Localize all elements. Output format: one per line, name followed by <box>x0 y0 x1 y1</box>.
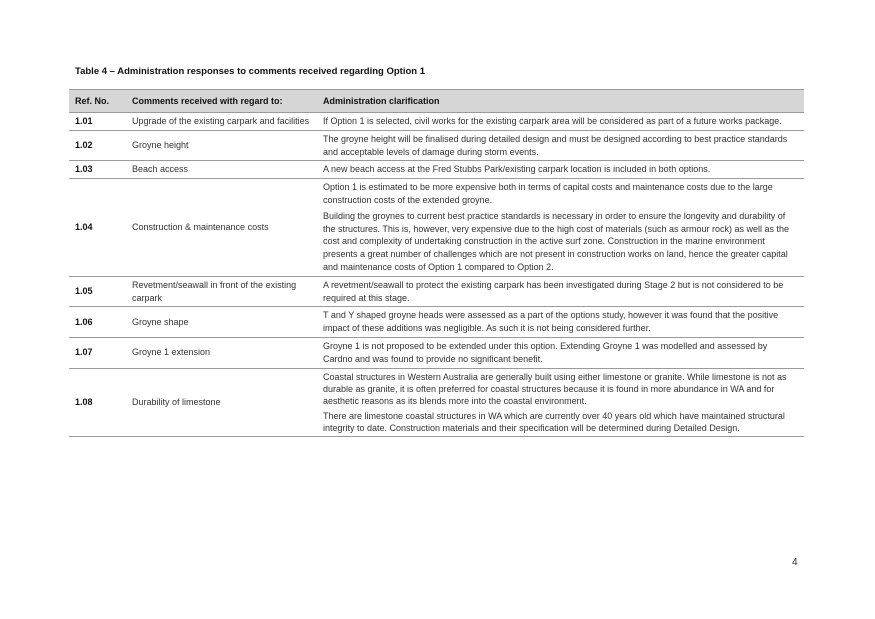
comment-cell: Beach access <box>126 161 317 179</box>
ref-cell: 1.03 <box>69 161 126 179</box>
clarification-paragraph: There are limestone coastal structures in WA which are currently over 40 years old which have maintained structural integrity to date. Construction materials and their specification will be determined during Detailed Design. <box>323 410 785 433</box>
table-row <box>69 276 804 307</box>
clarification-paragraph: Groyne 1 is not proposed to be extended under this option. Extending Groyne 1 was modelled and assessed by Cardno and was found to provide no significant benefit. <box>323 340 768 364</box>
clarification-cell <box>317 368 804 436</box>
clarification-cell <box>317 276 804 307</box>
clarification-cell <box>317 179 804 277</box>
ref-cell: 1.07 <box>69 337 126 368</box>
page-number: 4 <box>792 557 798 568</box>
table-row <box>69 179 804 277</box>
table-row <box>69 307 804 338</box>
ref-cell: 1.06 <box>69 307 126 338</box>
ref-cell: 1.04 <box>69 179 126 277</box>
comment-cell: Durability of limestone <box>126 368 317 436</box>
table-row <box>69 161 804 179</box>
clarification-paragraph: A new beach access at the Fred Stubbs Park/existing carpark location is included in both options. <box>323 164 711 175</box>
clarification-cell <box>317 337 804 368</box>
clarification-paragraph: A revetment/seawall to protect the existing carpark has been investigated during Stage 2 but is not considered to be required at this stage. <box>323 279 784 303</box>
comment-cell: Construction & maintenance costs <box>126 179 317 277</box>
table-row <box>69 337 804 368</box>
header-comment: Comments received with regard to: <box>126 90 317 113</box>
clarification-paragraph: The groyne height will be finalised during detailed design and must be designed according to best practice standards and acceptable levels of damage during storm events. <box>323 133 788 157</box>
ref-cell: 1.01 <box>69 113 126 131</box>
comment-cell: Revetment/seawall in front of the existing carpark <box>126 276 317 307</box>
comment-cell: Groyne height <box>126 130 317 161</box>
comment-cell: Groyne 1 extension <box>126 337 317 368</box>
responses-table <box>69 89 804 437</box>
clarification-cell <box>317 130 804 161</box>
comment-cell: Upgrade of the existing carpark and facilities <box>126 113 317 131</box>
comment-cell: Groyne shape <box>126 307 317 338</box>
clarification-paragraph: Option 1 is estimated to be more expensive both in terms of capital costs and maintenance costs due to the large construction costs of the extended groyne. <box>323 182 773 205</box>
table-caption: Table 4 – Administration responses to comments received regarding Option 1 <box>75 66 426 77</box>
header-ref: Ref. No. <box>69 90 126 113</box>
clarification-cell <box>317 113 804 131</box>
ref-cell: 1.05 <box>69 276 126 307</box>
clarification-cell <box>317 307 804 338</box>
clarification-paragraph: Coastal structures in Western Australia are generally built using either limestone or granite. While limestone is not as durable as granite, it is often preferred for coastal structures because it is found in more abundance in WA and for aesthetic reasons as its blends more into the coastal environment. <box>323 371 787 406</box>
clarification-paragraph: T and Y shaped groyne heads were assessed as a part of the options study, however it was found that the positive impact of these additions was negligible. As such it is not being considered further. <box>323 310 779 334</box>
ref-cell: 1.02 <box>69 130 126 161</box>
header-clarification: Administration clarification <box>317 90 804 113</box>
clarification-paragraph: Building the groynes to current best practice standards is necessary in order to ensure the longevity and durability of the structures. This is, however, very expensive due to the high cost of materials (such as armour rock) as well as the cost and complexity of undertaking construction in the active surf zone. Construction in the marine environment presents a great number of challenges which are not present in construction works on land, hence the greater capital and maintenance costs of Option 1 compared to Option 2. <box>323 210 790 272</box>
table-row <box>69 368 804 436</box>
clarification-paragraph: If Option 1 is selected, civil works for the existing carpark area will be considered as part of a future works package. <box>323 116 782 126</box>
table-row <box>69 130 804 161</box>
table-row <box>69 113 804 131</box>
ref-cell: 1.08 <box>69 368 126 436</box>
clarification-cell <box>317 161 804 179</box>
table-header-row <box>69 90 804 113</box>
